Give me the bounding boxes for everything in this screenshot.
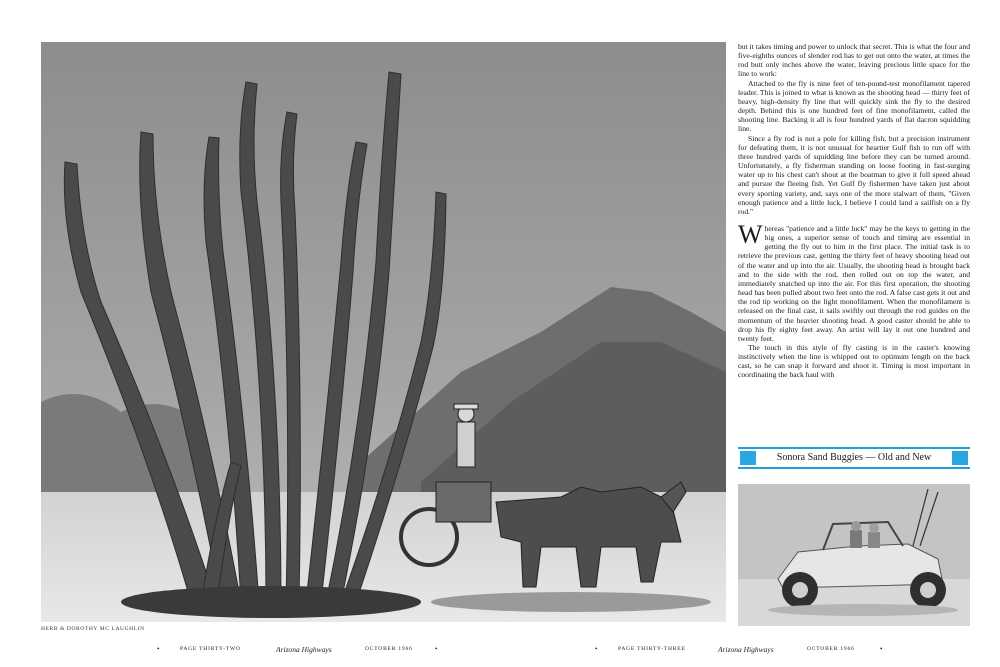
article-paragraph: The touch in this style of fly casting is in the caster's knowing instinctively when the line is whipped out to optimum length on the back cast, so he can snap it forward and shoot it. Timing is most important in coordinating the back haul with (738, 343, 970, 380)
cactus-wagon-photo (41, 42, 726, 622)
drop-cap: W (738, 219, 763, 249)
magazine-title: Arizona Highways (276, 645, 332, 654)
issue-date: OCTOBER 1966 (807, 646, 855, 652)
sand-buggy-photo (738, 484, 970, 626)
page-number: PAGE THIRTY-TWO (180, 646, 241, 652)
caption-band (738, 447, 970, 469)
bullet: • (435, 645, 438, 653)
bullet: • (880, 645, 883, 653)
footer-left (0, 645, 500, 657)
footer-right (500, 645, 1000, 657)
bullet: • (595, 645, 598, 653)
caption-block-right (952, 451, 968, 465)
article-paragraph: but it takes timing and power to unlock that secret. This is what the four and five-eighths ounces of slender rod has to get out onto the water, at times the rod butt only inches above the water, leaving precious little space for the line to work: (738, 42, 970, 79)
issue-date: OCTOBER 1966 (365, 646, 413, 652)
caption-text: Sonora Sand Buggies — Old and New (776, 452, 932, 463)
article-paragraph-text: hereas "patience and a little luck" may be the keys to getting in the big ones, a superior sense of touch and timing are essential in getting the fly out to him in the first place. The initial task is to retrieve the previous cast, getting the thirty feet of heavy shooting head out of the water and up into the air. Usually, the shooting head is brought back and to the side with the rod, then rolled out on top the water, and immediately snatched up into the air. For this first operation, the shooting head has been pulled about two feet onto the rod. A false cast gets it out and the rod tip working on the light monofilament. When the monofilament is released on the final cast, it sails swiftly out through the rod guides on the momentum of the heavier shooting head. A good caster should be able to drop his fly eighty feet away. An artist will lay it out one hundred and twenty feet. (738, 223, 970, 343)
article-paragraph-dropcap (738, 219, 970, 343)
page-number: PAGE THIRTY-THREE (618, 646, 686, 652)
article-column (738, 42, 970, 380)
article-paragraph: Since a fly rod is not a pole for killing fish, but a precision instrument for defeating them, it is not unusual for heartier Gulf fish to run off with three hundred yards of squidding line before they can be turned around. Unfortunately, a fly fisherman standing on loose footing in fast-surging water up to his chest can't shout at the boatman to give it full speed ahead and pursue the fleeing fish. Yet Gulf fly fishermen have taken just about every sporting variety, and, says one of the more stalwart of them, "Given enough patience and a little luck, I believe I could land a sailfish on a fly rod." (738, 133, 970, 216)
bullet: • (157, 645, 160, 653)
article-paragraph: Attached to the fly is nine feet of ten-pound-test monofilament tapered leader. This is joined to what is known as the shooting head — thirty feet of heavy, high-density fly line that will quickly sink the fly to the desired depth. Behind this is one hundred feet of fine monofilament, called the shooting line. Backing it all is four hundred yards of flat dacron squidding line. (738, 78, 970, 134)
magazine-title: Arizona Highways (718, 645, 774, 654)
photo-credit: HERB & DOROTHY MC LAUGHLIN (41, 626, 145, 632)
